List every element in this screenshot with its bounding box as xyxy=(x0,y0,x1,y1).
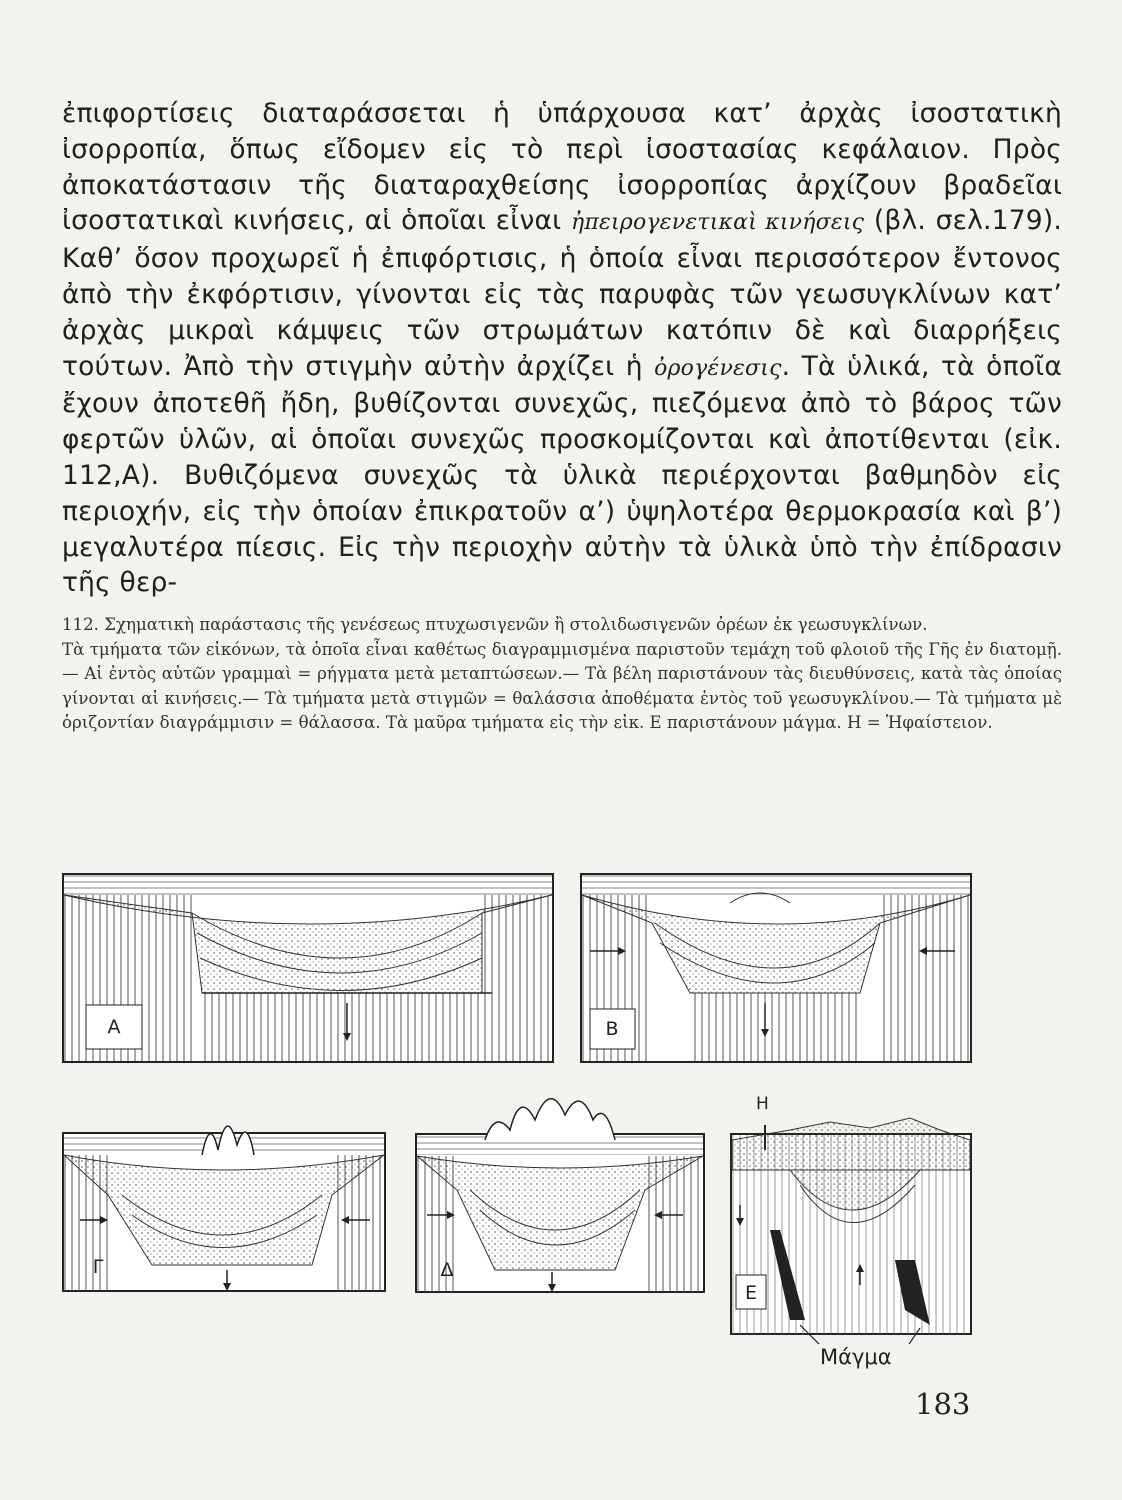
figure-e xyxy=(730,1110,972,1344)
body-paragraph xyxy=(62,96,1062,601)
figure-d xyxy=(415,1080,705,1294)
body-italic-term-2: ὀρογένεσις xyxy=(654,355,782,381)
body-text-part-3: . Τὰ ὑλικά, τὰ ὁποῖα ἔχουν ἀποτεθῆ ἤδη, βυθίζονται συνεχῶς, πιεζόμενα ἀπὸ τὸ βάρος τῶν φερτῶν ὑλῶν, αἱ ὁποῖαι συνεχῶς προσκομίζονται καὶ ἀποτίθενται (εἰκ. 112,Α). Βυθιζόμενα συνεχῶς τὰ ὑλικὰ περιέρχονται βαθμηδὸν εἰς περιοχήν, εἰς τὴν ὁποίαν ἐπικρατοῦν α’) ὑψηλοτέρα θερμοκρασία καὶ β’) μεγαλυτέρα πίεσις. Εἰς τὴν περιοχὴν αὐτὴν τὰ ὑλικὰ ὑπὸ τὴν ἐπίδρασιν τῆς θερ- xyxy=(62,350,1063,599)
magma-label: Μάγμα xyxy=(820,1345,892,1369)
body-text-part-2: (βλ. σελ.179). Καθ’ ὅσον προχωρεῖ ἡ ἐπιφόρτισις, ἡ ὁποία εἶναι περισσότερον ἔντονος ἀπὸ τὴν ἐκφόρτισιν, γίνονται εἰς τὰς παρυφὰς τῶν γεωσυγκλίνων κατ’ ἀρχὰς μικραὶ κάμψεις τῶν στρωμάτων κατόπιν δὲ καὶ διαρρήξεις τούτων. Ἀπὸ τὴν στιγμὴν αὐτὴν ἀρχίζει ἡ xyxy=(62,205,1063,382)
body-text xyxy=(62,96,1062,601)
figure-label-g: Γ xyxy=(92,1256,104,1278)
figure-label-a: Α xyxy=(107,1016,121,1038)
figure-caption xyxy=(62,613,1062,736)
figure-a xyxy=(62,873,554,1063)
body-text-part-1: ἐπιφορτίσεις διαταράσσεται ἡ ὑπάρχουσα κατ’ ἀρχὰς ἰσοστατικὴ ἰσορροπία, ὅπως εἴδομεν εἰς τὸ περὶ ἰσοστασίας κεφάλαιον. Πρὸς ἀποκατάστασιν τῆς διαταραχθείσης ἰσορροπίας ἀρχίζουν βραδεῖαι ἰσοστατικαὶ κινήσεις, αἱ ὁποῖαι εἶναι xyxy=(62,98,1062,237)
caption-text: Τὰ τμήματα τῶν εἰκόνων, τὰ ὁποῖα εἶναι καθέτως διαγραμμισμένα παριστοῦν τεμάχη τοῦ φλοιοῦ τῆς Γῆς ἐν διατομῇ.— Αἱ ἐντὸς αὐτῶν γραμμαὶ = ρήγματα μετὰ μεταπτώσεων.— Τὰ βέλη παριστάνουν τὰς διευθύνσεις, κατὰ τὰς ὁποίας γίνονται αἱ κινήσεις.— Τὰ τμήματα μετὰ στιγμῶν = θαλάσσια ἀποθέματα ἐντὸς τοῦ γεωσυγκλίνου.— Τὰ τμήματα μὲ ὁριζοντίαν διαγράμμισιν = θάλασσα. Τὰ μαῦρα τμήματα εἰς τὴν εἰκ. Ε παριστάνουν μάγμα. Η = Ἡφαίστειον. xyxy=(62,639,1062,733)
page-number: 183 xyxy=(915,1387,971,1421)
figure-b xyxy=(580,873,972,1063)
caption-title: 112. Σχηματικὴ παράστασις τῆς γενέσεως πτυχωσιγενῶν ἢ στολιδωσιγενῶν ὀρέων ἐκ γεωσυγκλίνων. xyxy=(62,615,928,634)
body-italic-term-1: ἠπειρογενετικαὶ κινήσεις xyxy=(570,210,865,236)
figure-label-b: Β xyxy=(605,1018,619,1040)
volcano-label: Η xyxy=(756,1094,769,1114)
figure-label-e: Ε xyxy=(744,1282,758,1304)
figure-label-d: Δ xyxy=(440,1259,454,1281)
figure-g xyxy=(62,1105,388,1293)
